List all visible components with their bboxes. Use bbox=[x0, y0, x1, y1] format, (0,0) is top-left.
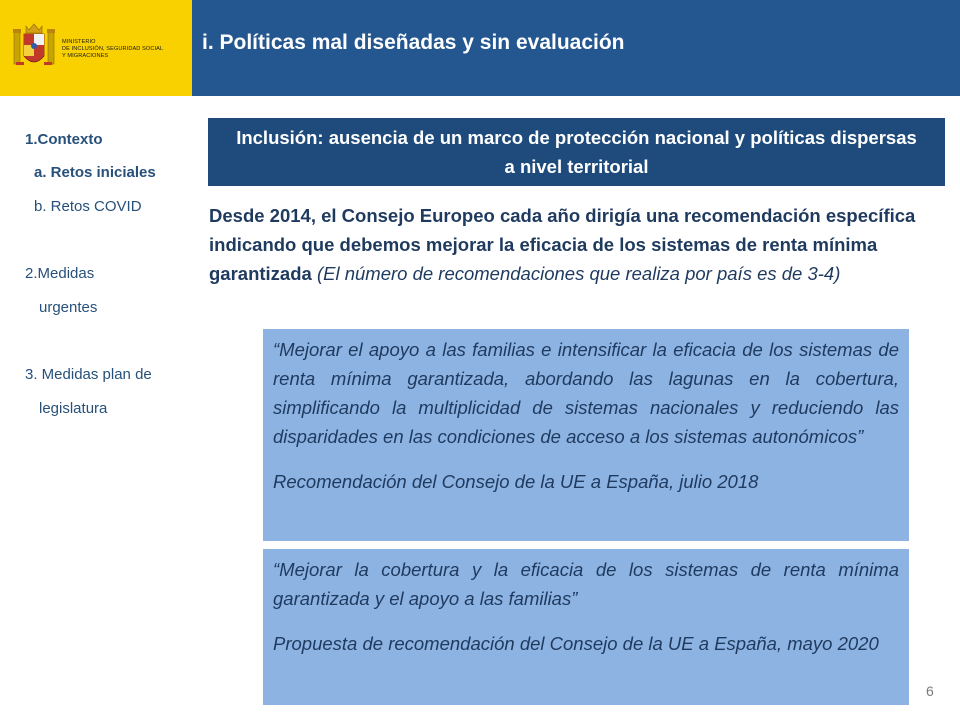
quote-text: “Mejorar la cobertura y la eficacia de los sistemas de renta mínima garantizada y el apoyo a las familias” bbox=[273, 559, 899, 609]
intro-paragraph bbox=[209, 201, 929, 288]
sidebar-item-contexto[interactable]: 1.Contexto bbox=[25, 131, 103, 148]
section-heading bbox=[208, 118, 945, 186]
ministry-name-line: DE INCLUSIÓN, SEGURIDAD SOCIAL bbox=[62, 46, 164, 52]
slide-title: i. Políticas mal diseñadas y sin evaluación bbox=[202, 31, 625, 54]
ministry-name bbox=[62, 39, 190, 60]
section-heading-text: Inclusión: ausencia de un marco de protección nacional y políticas dispersas a nivel territorial bbox=[236, 127, 917, 177]
title-bar bbox=[192, 0, 960, 96]
page-number: 6 bbox=[926, 683, 934, 699]
sidebar-item-medidas-plan-cont[interactable]: legislatura bbox=[39, 400, 108, 417]
ministry-name-line: MINISTERIO bbox=[62, 39, 96, 45]
sidebar-item-medidas-urgentes[interactable]: 2.Medidas bbox=[25, 265, 95, 282]
quote-source: Recomendación del Consejo de la UE a España, julio 2018 bbox=[273, 471, 759, 492]
sidebar-item-retos-iniciales[interactable]: a. Retos iniciales bbox=[34, 164, 156, 181]
intro-lead: Desde 2014, el Consejo Europeo cada año dirigía una recomendación específica indicando que debemos mejorar la eficacia de los sistemas de renta mínima garantizada bbox=[209, 205, 916, 284]
intro-note: (El número de recomendaciones que realiza por país es de 3-4) bbox=[316, 263, 841, 284]
sidebar-item-medidas-urgentes-cont[interactable]: urgentes bbox=[39, 299, 98, 316]
quote-text: “Mejorar el apoyo a las familias e intensificar la eficacia de los sistemas de renta mínima garantizada, abordando las lagunas en la cobertura, simplificando la multiplicidad de sistemas nacionales y reduciendo las disparidades en las condiciones de acceso a los sistemas autonómicos” bbox=[273, 339, 899, 447]
quote-box bbox=[263, 329, 909, 541]
sidebar-item-medidas-plan[interactable]: 3. Medidas plan de bbox=[25, 366, 152, 383]
quote-source: Propuesta de recomendación del Consejo de la UE a España, mayo 2020 bbox=[273, 633, 879, 654]
ministry-name-line: Y MIGRACIONES bbox=[62, 53, 109, 59]
ministry-logo-block bbox=[0, 0, 192, 96]
quote-box bbox=[263, 549, 909, 705]
coat-of-arms-icon bbox=[12, 22, 56, 72]
sidebar-item-retos-covid[interactable]: b. Retos COVID bbox=[34, 198, 142, 215]
